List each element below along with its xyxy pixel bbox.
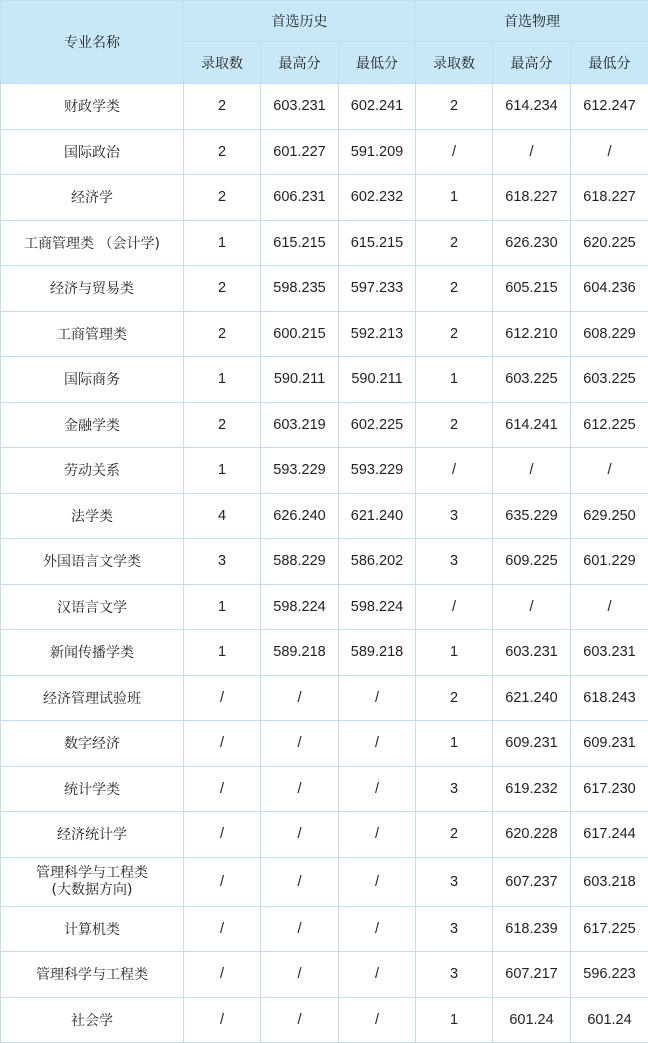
major-name-line1: 管理科学与工程类 (1, 865, 183, 882)
history-lowest-cell: 621.240 (339, 493, 416, 539)
major-name-cell: 经济与贸易类 (1, 266, 184, 312)
physics-admitted-cell: 2 (416, 266, 493, 312)
major-name-cell: 外国语言文学类 (1, 539, 184, 585)
physics-lowest-cell: 603.225 (571, 357, 648, 403)
physics-lowest-cell: 618.227 (571, 175, 648, 221)
history-lowest-cell: 597.233 (339, 266, 416, 312)
history-lowest-cell: / (339, 675, 416, 721)
major-name-cell: 新闻传播学类 (1, 630, 184, 676)
major-name-cell: 汉语言文学 (1, 584, 184, 630)
physics-highest-cell: 607.217 (493, 952, 571, 998)
physics-admitted-cell: 3 (416, 906, 493, 952)
physics-admitted-cell: 3 (416, 952, 493, 998)
history-admitted-cell: 1 (184, 630, 261, 676)
history-lowest-cell: 615.215 (339, 220, 416, 266)
physics-admitted-cell: 1 (416, 357, 493, 403)
history-lowest-cell: 591.209 (339, 129, 416, 175)
physics-highest-cell: 614.234 (493, 84, 571, 130)
history-admitted-cell: 1 (184, 220, 261, 266)
table-header (1, 1, 648, 84)
history-admitted-cell: / (184, 812, 261, 858)
history-lowest-cell: 586.202 (339, 539, 416, 585)
physics-lowest-cell: 618.243 (571, 675, 648, 721)
physics-highest-cell: 620.228 (493, 812, 571, 858)
major-name-cell: 管理科学与工程类 (1, 952, 184, 998)
physics-lowest-cell: 617.230 (571, 766, 648, 812)
major-name-cell: 国际政治 (1, 129, 184, 175)
physics-lowest-cell: 609.231 (571, 721, 648, 767)
table-row (1, 721, 648, 767)
physics-admitted-cell: 2 (416, 311, 493, 357)
table-row (1, 539, 648, 585)
history-highest-cell: 606.231 (261, 175, 339, 221)
physics-lowest-cell: / (571, 448, 648, 494)
header-group-history: 首选历史 (184, 1, 416, 42)
history-lowest-cell: / (339, 997, 416, 1043)
history-highest-cell: / (261, 997, 339, 1043)
header-physics-lowest: 最低分 (571, 42, 648, 84)
table-row (1, 584, 648, 630)
table-row (1, 175, 648, 221)
history-lowest-cell: / (339, 857, 416, 906)
history-admitted-cell: 2 (184, 311, 261, 357)
table-row (1, 311, 648, 357)
history-highest-cell: 601.227 (261, 129, 339, 175)
table-row (1, 402, 648, 448)
major-name-cell: 经济统计学 (1, 812, 184, 858)
physics-highest-cell: 607.237 (493, 857, 571, 906)
history-highest-cell: / (261, 721, 339, 767)
table-row (1, 493, 648, 539)
history-highest-cell: / (261, 812, 339, 858)
history-lowest-cell: / (339, 721, 416, 767)
major-name-cell: 工商管理类 （会计学) (1, 220, 184, 266)
history-highest-cell: 626.240 (261, 493, 339, 539)
history-lowest-cell: 593.229 (339, 448, 416, 494)
history-admitted-cell: / (184, 857, 261, 906)
major-name-cell: 法学类 (1, 493, 184, 539)
physics-lowest-cell: 617.244 (571, 812, 648, 858)
table-row (1, 952, 648, 998)
history-admitted-cell: / (184, 952, 261, 998)
physics-highest-cell: 609.225 (493, 539, 571, 585)
major-name-cell: 国际商务 (1, 357, 184, 403)
major-name-cell: 经济学 (1, 175, 184, 221)
history-highest-cell: 615.215 (261, 220, 339, 266)
table-row (1, 906, 648, 952)
history-lowest-cell: 598.224 (339, 584, 416, 630)
physics-highest-cell: 603.231 (493, 630, 571, 676)
history-highest-cell: 598.224 (261, 584, 339, 630)
table-row (1, 220, 648, 266)
table-body (1, 84, 648, 1043)
physics-highest-cell: 614.241 (493, 402, 571, 448)
physics-highest-cell: 601.24 (493, 997, 571, 1043)
physics-lowest-cell: 596.223 (571, 952, 648, 998)
history-highest-cell: / (261, 906, 339, 952)
physics-highest-cell: 618.239 (493, 906, 571, 952)
history-highest-cell: 589.218 (261, 630, 339, 676)
physics-lowest-cell: 617.225 (571, 906, 648, 952)
history-admitted-cell: 2 (184, 175, 261, 221)
header-history-admitted: 录取数 (184, 42, 261, 84)
history-highest-cell: / (261, 857, 339, 906)
physics-lowest-cell: 603.218 (571, 857, 648, 906)
major-name-cell: 财政学类 (1, 84, 184, 130)
history-lowest-cell: / (339, 952, 416, 998)
table-row (1, 766, 648, 812)
history-lowest-cell: 592.213 (339, 311, 416, 357)
physics-highest-cell: 605.215 (493, 266, 571, 312)
physics-highest-cell: 635.229 (493, 493, 571, 539)
physics-highest-cell: / (493, 584, 571, 630)
major-name-cell (1, 857, 184, 906)
history-lowest-cell: 602.241 (339, 84, 416, 130)
table-row (1, 630, 648, 676)
header-history-lowest: 最低分 (339, 42, 416, 84)
major-name-line2: (大数据方向) (1, 882, 183, 899)
history-admitted-cell: / (184, 721, 261, 767)
history-highest-cell: 588.229 (261, 539, 339, 585)
physics-admitted-cell: 1 (416, 997, 493, 1043)
header-physics-highest: 最高分 (493, 42, 571, 84)
history-admitted-cell: / (184, 766, 261, 812)
physics-lowest-cell: / (571, 584, 648, 630)
history-admitted-cell: / (184, 675, 261, 721)
table-row (1, 857, 648, 906)
physics-highest-cell: 612.210 (493, 311, 571, 357)
physics-admitted-cell: / (416, 448, 493, 494)
history-admitted-cell: 4 (184, 493, 261, 539)
history-highest-cell: 600.215 (261, 311, 339, 357)
physics-admitted-cell: 1 (416, 630, 493, 676)
physics-highest-cell: 609.231 (493, 721, 571, 767)
history-highest-cell: / (261, 675, 339, 721)
physics-admitted-cell: / (416, 584, 493, 630)
table-row (1, 129, 648, 175)
physics-admitted-cell: 1 (416, 721, 493, 767)
physics-admitted-cell: 2 (416, 84, 493, 130)
history-highest-cell: 590.211 (261, 357, 339, 403)
physics-highest-cell: / (493, 448, 571, 494)
table-row (1, 997, 648, 1043)
physics-admitted-cell: 3 (416, 493, 493, 539)
history-highest-cell: 603.219 (261, 402, 339, 448)
major-name-cell: 统计学类 (1, 766, 184, 812)
major-name-cell: 经济管理试验班 (1, 675, 184, 721)
physics-highest-cell: 626.230 (493, 220, 571, 266)
physics-admitted-cell: 2 (416, 812, 493, 858)
physics-lowest-cell: 601.229 (571, 539, 648, 585)
history-admitted-cell: 2 (184, 129, 261, 175)
history-admitted-cell: 2 (184, 266, 261, 312)
physics-highest-cell: 621.240 (493, 675, 571, 721)
history-admitted-cell: 2 (184, 84, 261, 130)
physics-lowest-cell: 612.247 (571, 84, 648, 130)
physics-admitted-cell: 1 (416, 175, 493, 221)
history-lowest-cell: / (339, 766, 416, 812)
history-lowest-cell: 602.232 (339, 175, 416, 221)
history-lowest-cell: 602.225 (339, 402, 416, 448)
major-name-cell: 工商管理类 (1, 311, 184, 357)
physics-admitted-cell: 2 (416, 402, 493, 448)
physics-highest-cell: 619.232 (493, 766, 571, 812)
physics-highest-cell: 618.227 (493, 175, 571, 221)
major-name-cell: 数字经济 (1, 721, 184, 767)
header-group-physics: 首选物理 (416, 1, 648, 42)
table-row (1, 812, 648, 858)
physics-highest-cell: / (493, 129, 571, 175)
history-highest-cell: / (261, 952, 339, 998)
history-lowest-cell: / (339, 906, 416, 952)
major-name-cell: 社会学 (1, 997, 184, 1043)
physics-admitted-cell: 3 (416, 539, 493, 585)
history-highest-cell: 593.229 (261, 448, 339, 494)
table-row (1, 448, 648, 494)
physics-lowest-cell: 620.225 (571, 220, 648, 266)
history-lowest-cell: / (339, 812, 416, 858)
history-admitted-cell: 1 (184, 584, 261, 630)
major-name-cell: 金融学类 (1, 402, 184, 448)
history-highest-cell: 598.235 (261, 266, 339, 312)
history-admitted-cell: 3 (184, 539, 261, 585)
physics-admitted-cell: 2 (416, 675, 493, 721)
history-highest-cell: 603.231 (261, 84, 339, 130)
history-admitted-cell: / (184, 997, 261, 1043)
physics-highest-cell: 603.225 (493, 357, 571, 403)
physics-lowest-cell: 603.231 (571, 630, 648, 676)
physics-lowest-cell: / (571, 129, 648, 175)
history-lowest-cell: 590.211 (339, 357, 416, 403)
history-lowest-cell: 589.218 (339, 630, 416, 676)
history-highest-cell: / (261, 766, 339, 812)
history-admitted-cell: / (184, 906, 261, 952)
header-history-highest: 最高分 (261, 42, 339, 84)
physics-admitted-cell: / (416, 129, 493, 175)
physics-admitted-cell: 2 (416, 220, 493, 266)
table-row (1, 266, 648, 312)
major-name-cell: 计算机类 (1, 906, 184, 952)
physics-lowest-cell: 601.24 (571, 997, 648, 1043)
physics-lowest-cell: 629.250 (571, 493, 648, 539)
physics-admitted-cell: 3 (416, 766, 493, 812)
physics-admitted-cell: 3 (416, 857, 493, 906)
header-major-name: 专业名称 (1, 1, 184, 84)
table-row (1, 357, 648, 403)
major-name-cell: 劳动关系 (1, 448, 184, 494)
table-row (1, 675, 648, 721)
table-row (1, 84, 648, 130)
history-admitted-cell: 2 (184, 402, 261, 448)
history-admitted-cell: 1 (184, 448, 261, 494)
header-physics-admitted: 录取数 (416, 42, 493, 84)
physics-lowest-cell: 612.225 (571, 402, 648, 448)
physics-lowest-cell: 608.229 (571, 311, 648, 357)
history-admitted-cell: 1 (184, 357, 261, 403)
physics-lowest-cell: 604.236 (571, 266, 648, 312)
